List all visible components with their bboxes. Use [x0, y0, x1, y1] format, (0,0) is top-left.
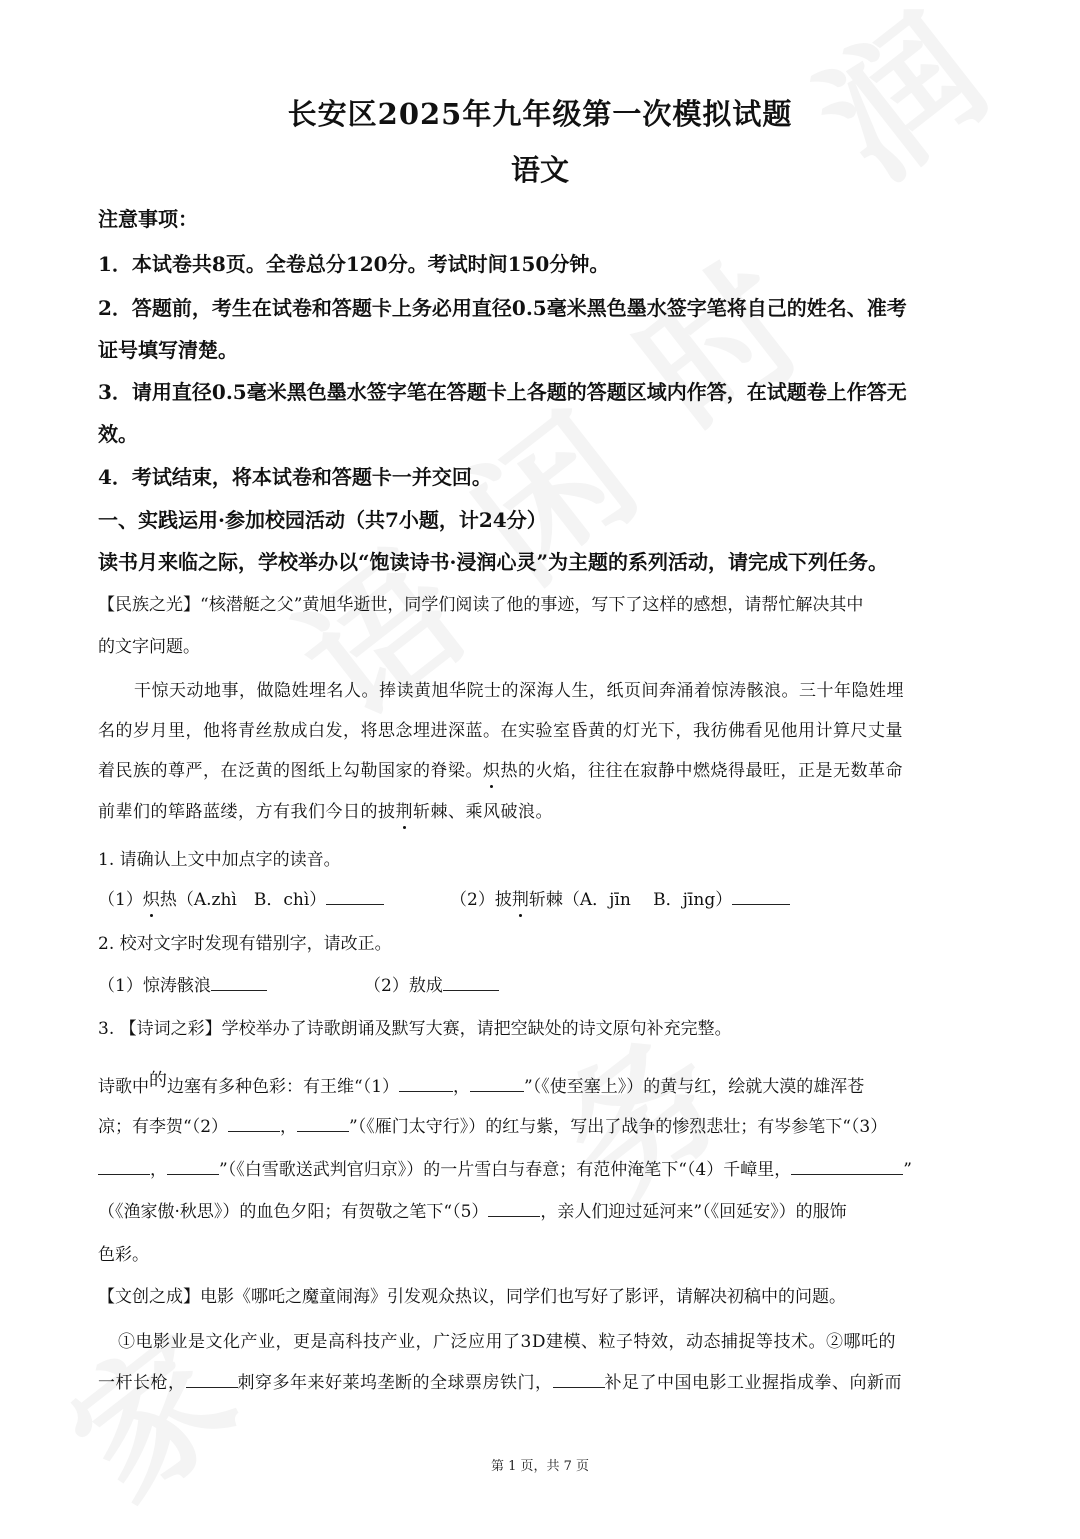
wenchuang-passage: ①电影业是文化产业，更是高科技产业，广泛应用了3D建模、粒子特效，动态捕捉等技术。②哪吒的 [118, 1332, 896, 1352]
q-text: 边塞有多种色彩：有王维“（1） [167, 1077, 400, 1097]
q-text: 刺穿多年来好莱坞垄断的全球票房铁门， [237, 1373, 553, 1393]
q-text: 斩棘（A．jīn B．jīng） [528, 890, 733, 910]
q-text: 一杆长枪， [98, 1373, 186, 1393]
answer-blank[interactable] [186, 1386, 238, 1388]
dotted-char: 炽 [483, 756, 501, 781]
question-1-part-2 [450, 885, 790, 910]
answer-blank[interactable] [732, 903, 790, 905]
question-3-line [98, 1112, 887, 1137]
q-text: 的 [149, 1070, 167, 1091]
notice-item: 2．答题前，考生在试卷和答题卡上务必用直径0.5毫米黑色墨水签字笔将自己的姓名、准考 [98, 296, 907, 320]
dotted-char: 荆 [396, 797, 414, 822]
q-text: 凉；有李贺“（2） [98, 1117, 229, 1137]
q-text: ”（《白雪歌送武判官归京》）的一片雪白与春意；有范仲淹笔下“（4）千嶂里， [219, 1160, 792, 1180]
notice-item: 证号填写清楚。 [98, 338, 238, 362]
q-text: （2）披 [450, 890, 512, 910]
question-2-part-1 [98, 971, 267, 996]
q-text: （2）敖成 [364, 976, 443, 996]
subject-title: 语文 [510, 153, 569, 187]
answer-blank[interactable] [326, 903, 384, 905]
q-text: ， [280, 1117, 298, 1137]
q-text: ”（《使至塞上》）的黄与红，绘就大漠的雄浑苍 [524, 1077, 865, 1097]
answer-blank[interactable] [791, 1173, 903, 1175]
q-text: （1） [98, 890, 143, 910]
answer-blank[interactable] [211, 989, 267, 991]
q-text: ，亲人们迎过延河来”（《回延安》）的服饰 [540, 1202, 847, 1222]
question-3-line: 色彩。 [98, 1245, 149, 1265]
notice-item: 1．本试卷共8页。全卷总分120分。考试时间150分钟。 [98, 252, 610, 276]
passage-text: 着民族的尊严，在泛黄的图纸上勾勒国家的脊梁。 [98, 761, 483, 781]
q-text: 诗歌中 [98, 1077, 149, 1097]
wenchuang-line: 【文创之成】电影《哪吒之魔童闹海》引发观众热议，同学们也写好了影评，请解决初稿中的问题。 [98, 1287, 846, 1307]
passage-line [98, 797, 553, 822]
question-2-part-2 [364, 971, 499, 996]
page-footer: 第 1 页，共 7 页 [490, 1459, 590, 1474]
answer-blank[interactable] [228, 1130, 280, 1132]
question-1-part-1 [98, 885, 384, 910]
q-text: ， [453, 1077, 471, 1097]
notice-heading: 注意事项： [98, 207, 198, 231]
q-text: ， [150, 1160, 167, 1180]
answer-blank[interactable] [553, 1386, 605, 1388]
answer-blank[interactable] [399, 1090, 453, 1092]
minzu-line: 【民族之光】“核潜艇之父”黄旭华逝世，同学们阅读了他的事迹，写下了这样的感想，请帮忙解决其中 [98, 595, 864, 615]
passage-line [98, 756, 903, 781]
passage-text: 斩棘、乘风破浪。 [413, 802, 553, 822]
q-text: （《渔家傲·秋思》）的血色夕阳；有贺敬之笔下“（5） [98, 1202, 489, 1222]
answer-blank[interactable] [488, 1215, 540, 1217]
question-1-prompt: 1. 请确认上文中加点字的读音。 [98, 850, 341, 870]
q-text: ” [903, 1160, 912, 1180]
answer-blank[interactable] [98, 1173, 150, 1175]
answer-blank[interactable] [297, 1130, 349, 1132]
passage-line: 干惊天动地事，做隐姓埋名人。捧读黄旭华院士的深海人生，纸页间奔涌着惊涛骸浪。三十年隐姓埋 [134, 681, 904, 701]
page-title: 长安区2025年九年级第一次模拟试题 [287, 97, 793, 131]
question-3-line [98, 1155, 912, 1180]
section-intro: 读书月来临之际，学校举办以“饱读诗书·浸润心灵”为主题的系列活动，请完成下列任务。 [98, 550, 888, 574]
passage-line: 名的岁月里，他将青丝敖成白发，将思念埋进深蓝。在实验室昏黄的灯光下，我彷佛看见他用计算尺丈量 [98, 721, 903, 741]
dotted-char: 荆 [512, 885, 529, 910]
notice-item: 4．考试结束，将本试卷和答题卡一并交回。 [98, 465, 492, 489]
q-text: 热（A.zhì B．chì） [159, 890, 327, 910]
question-3-line [98, 1197, 847, 1222]
answer-blank[interactable] [470, 1090, 524, 1092]
q-text: （1）惊涛骸浪 [98, 976, 211, 996]
answer-blank[interactable] [443, 989, 499, 991]
notice-item: 3．请用直径0.5毫米黑色墨水签字笔在答题卡上各题的答题区域内作答，在试题卷上作答无 [98, 380, 907, 404]
dotted-char: 炽 [143, 885, 160, 910]
section-heading: 一、实践运用·参加校园活动（共7小题，计24分） [98, 508, 547, 532]
watermark-glyph [19, 1277, 270, 1539]
question-3-line [98, 1066, 864, 1097]
watermark-glyph [589, 207, 840, 470]
answer-blank[interactable] [167, 1173, 219, 1175]
question-2-prompt: 2. 校对文字时发现有错别字，请改正。 [98, 934, 392, 954]
question-3-prompt: 3. 【诗词之彩】学校举办了诗歌朗诵及默写大赛，请把空缺处的诗文原句补充完整。 [98, 1019, 732, 1039]
q-text: ”（《雁门太守行》）的红与紫，写出了战争的惨烈悲壮；有岑参笔下“（3） [349, 1117, 888, 1137]
q-text: 补足了中国电影工业握指成拳、向新而 [604, 1373, 902, 1393]
notice-item: 效。 [98, 422, 138, 446]
wenchuang-passage [98, 1368, 902, 1393]
passage-text: 前辈们的筚路蓝缕，方有我们今日的披 [98, 802, 396, 822]
passage-text: 热的火焰，往往在寂静中燃烧得最旺，正是无数革命 [500, 761, 903, 781]
minzu-line: 的文字问题。 [98, 637, 200, 657]
